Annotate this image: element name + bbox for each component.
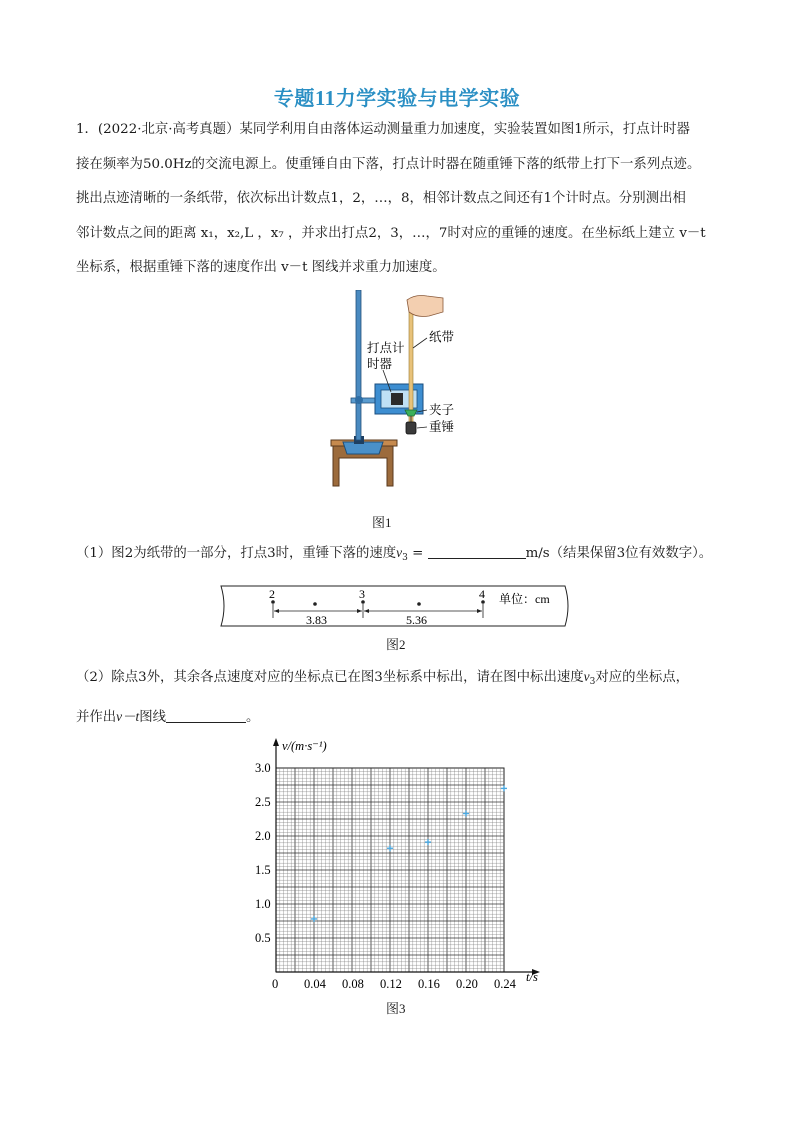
stem-line-4: 邻计数点之间的距离 x₁，x₂,L ，x₇ ，并求出打点2，3，…，7时对应的重锤的速度。在坐标纸上建立 v－t: [76, 225, 706, 241]
clamp-knob: [355, 396, 363, 404]
hand: [407, 296, 443, 317]
y-tick-label: 3.0: [255, 761, 271, 775]
distance-x2: 3.83: [306, 613, 327, 627]
part-1-text-a: （1）图2为纸带的一部分，打点3时，重锤下落的速度: [76, 546, 397, 561]
x-tick-label: 0.16: [418, 977, 440, 991]
title-number: 11: [314, 86, 336, 110]
part-1-var-sub: 3: [402, 553, 408, 563]
part-1-var: v: [396, 545, 403, 560]
figure-1-apparatus: [325, 290, 475, 506]
part-1-eq: =: [407, 546, 428, 561]
part-1-text-b: （结果保留3位有效数字）。: [549, 546, 713, 561]
part-2-line2-var: v－t: [116, 708, 140, 724]
x-tick-label: 0.04: [304, 977, 326, 991]
figure-1-caption: 图1: [372, 515, 392, 530]
y-tick-label: 1.0: [255, 897, 271, 911]
figure-2-tape: [213, 580, 573, 632]
label-tape: 纸带: [429, 330, 455, 344]
part-2-line2-b: 图线: [139, 709, 167, 725]
stand-rod: [356, 290, 361, 440]
y-tick-label: 2.5: [255, 795, 271, 809]
y-axis-label: v/(m·s⁻¹): [282, 739, 327, 753]
title-suffix: 力学实验与电学实验: [335, 86, 521, 110]
part-2-line1-a: （2）除点3外，其余各点速度对应的坐标点已在图3坐标系中标出，请在图中标出速度: [76, 670, 584, 685]
figure-3-chart[interactable]: [248, 738, 548, 998]
tape-label-4: 4: [479, 587, 485, 601]
label-timer-1: 打点计: [367, 341, 405, 355]
part-1-question: [76, 536, 736, 576]
question-1-stem: [76, 113, 726, 286]
tape-label-3: 3: [359, 587, 365, 601]
x-tick-label: 0.12: [380, 977, 402, 991]
figure-3-caption: 图3: [386, 1001, 406, 1016]
y-tick-label: 2.0: [255, 829, 271, 843]
tape-label-2: 2: [269, 587, 275, 601]
answer-blank-v3[interactable]: [428, 545, 526, 559]
stem-line-3: 挑出点迹清晰的一条纸带，依次标出计数点1，2，…，8，相邻计数点之间还有1个计时点。分别测出相: [76, 191, 686, 206]
y-tick-label: 1.5: [255, 863, 271, 877]
part-2-line1-b: 对应的坐标点，: [595, 670, 690, 685]
part-2-line2-end: 。: [246, 709, 260, 725]
timer-coil: [391, 393, 403, 405]
answer-blank-graph[interactable]: [166, 709, 246, 723]
label-clip: 夹子: [429, 403, 455, 417]
stem-line-1: 1．(2022·北京·高考真题）某同学利用自由落体运动测量重力加速度，实验装置如图1所示，打点计时器: [76, 122, 690, 137]
x-axis-label: t/s: [526, 970, 538, 984]
tape-unit-label: 单位：cm: [499, 592, 550, 606]
part-1-unit: m/s: [525, 546, 550, 561]
label-timer-2: 时器: [367, 357, 393, 371]
clip: [405, 410, 417, 416]
y-axis-arrow: [273, 738, 279, 746]
clamp-arm: [351, 398, 377, 403]
x-tick-label: 0.08: [342, 977, 364, 991]
title-prefix: 专题: [273, 86, 315, 110]
tape-timing-dot-1: [313, 602, 317, 606]
y-tick-label: 0.5: [255, 931, 271, 945]
x-tick-label: 0.20: [456, 977, 478, 991]
x-tick-label: 0.24: [494, 977, 516, 991]
x-tick-label: 0: [272, 977, 279, 991]
stem-line-2: 接在频率为50.0Hz的交流电源上。使重锤自由下落，打点计时器在随重锤下落的纸带上打下一系列点迹。: [76, 156, 701, 172]
part-2-question: [76, 660, 736, 735]
figure-2-caption: 图2: [386, 637, 406, 652]
part-2-var: v: [583, 669, 590, 684]
part-2-line2-a: 并作出: [76, 709, 117, 725]
page-title: [0, 82, 794, 111]
distance-x3: 5.36: [406, 613, 427, 627]
tape-timing-dot-2: [417, 602, 421, 606]
part-2-var-sub: 3: [589, 677, 596, 687]
paper-tape: [409, 304, 413, 422]
weight: [406, 422, 416, 434]
label-weight: 重锤: [429, 420, 455, 434]
stem-line-5: 坐标系，根据重锤下落的速度作出 v－t 图线并求重力加速度。: [76, 260, 446, 275]
chart-grid: [276, 768, 504, 972]
